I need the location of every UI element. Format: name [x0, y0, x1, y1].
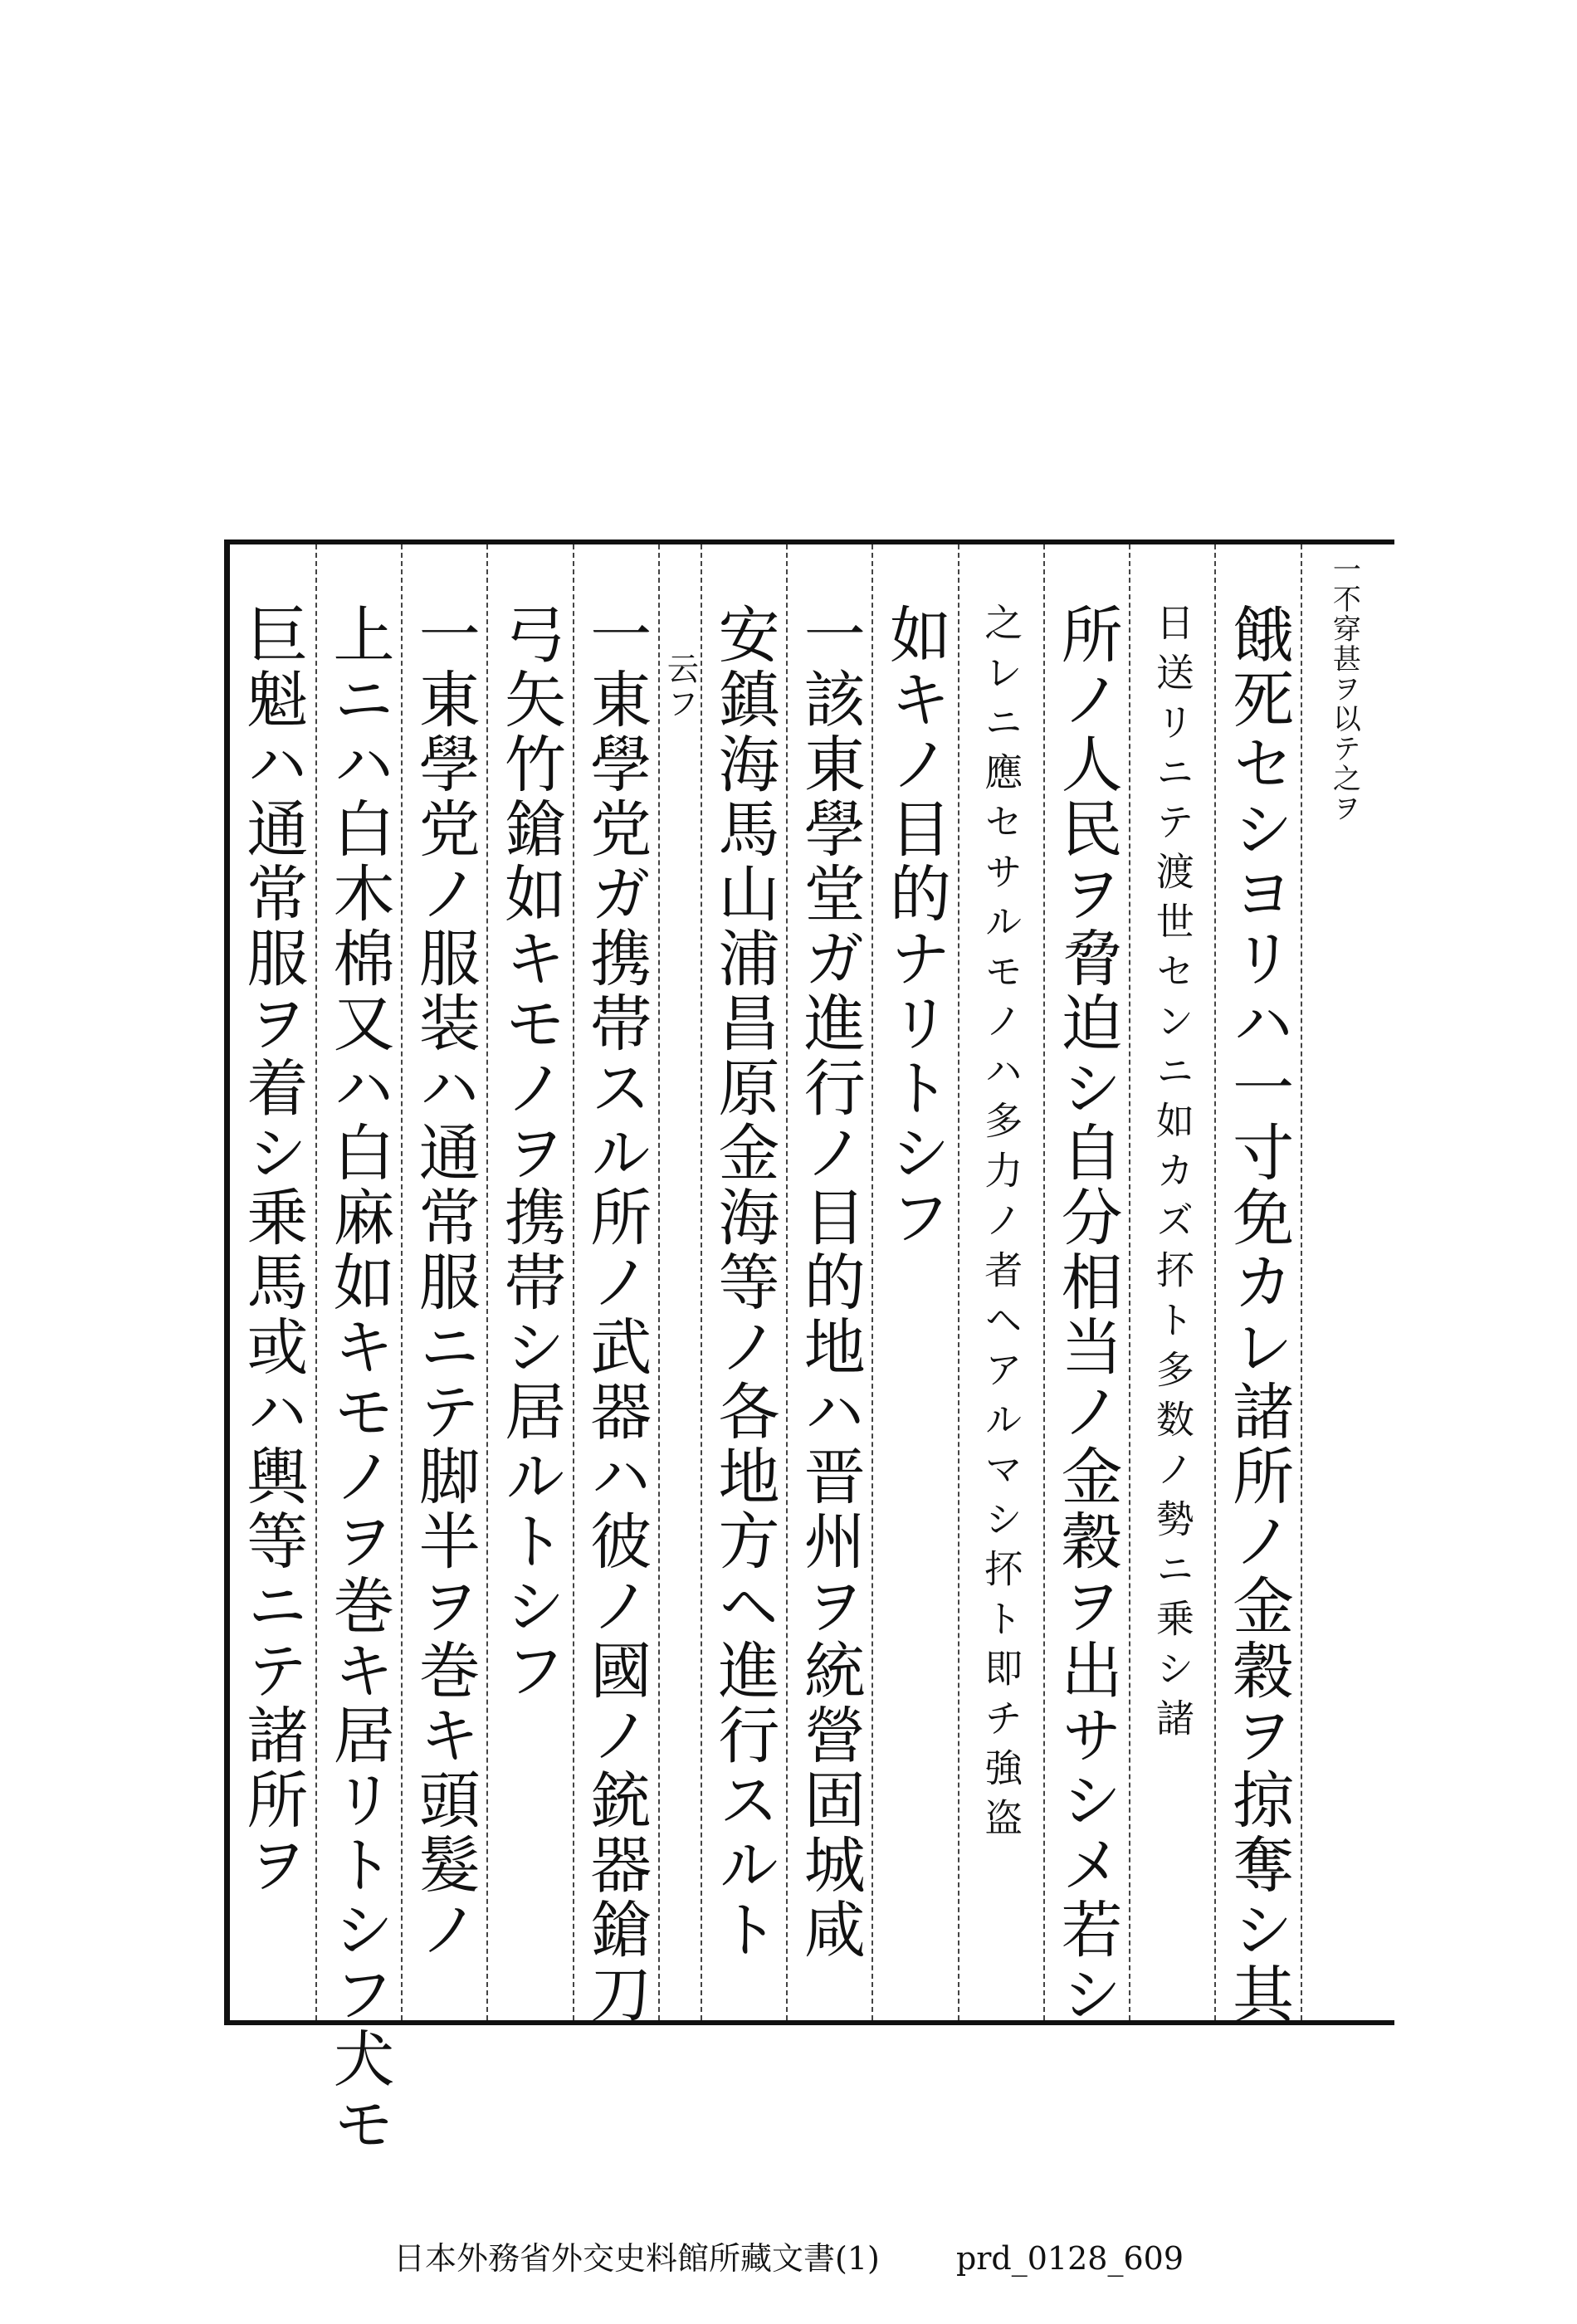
column-2	[1214, 544, 1300, 2027]
column-text: 日送リニテ渡世センニ如カズ抔ト多数ノ勢ニ乗シ諸	[1150, 603, 1195, 1748]
column-13	[315, 544, 401, 2156]
document-sheet	[224, 540, 1394, 2156]
footer-source: 日本外務省外交史料館所藏文書(1)	[393, 2240, 880, 2277]
column-text: 一不穿甚ヲ以テ之ヲ	[1327, 554, 1361, 823]
column-text: 一東學党ノ服装ハ通常服ニテ脚半ヲ巻キ頭髮ノ	[408, 603, 481, 1962]
column-text: 一東學党ガ携帯スル所ノ武器ハ彼ノ國ノ銃器鎗刀	[580, 603, 652, 2027]
column-10	[573, 544, 658, 2027]
column-text: 餓死セシヨリハ一寸免カレ諸所ノ金穀ヲ掠奪シ其	[1223, 603, 1295, 2027]
column-text: 一該東學堂ガ進行ノ目的地ハ晋州ヲ統營固城咸	[793, 603, 866, 1962]
column-3	[1129, 544, 1214, 2020]
text-columns	[230, 544, 1394, 2156]
column-5	[958, 544, 1043, 2020]
footer-id: prd_0128_609	[955, 2240, 1184, 2277]
column-11	[486, 544, 572, 2020]
column-1	[1301, 544, 1386, 2020]
column-6	[872, 544, 957, 2020]
column-text: 如キノ目的ナリトシフ	[880, 603, 952, 1250]
page-footer	[0, 2233, 1577, 2278]
column-7	[786, 544, 872, 2020]
column-text: 所ノ人民ヲ脅迫シ自分相当ノ金穀ヲ出サシメ若シ	[1051, 603, 1123, 2027]
column-text: 安鎮海馬山浦昌原金海等ノ各地方ヘ進行スルト	[708, 603, 780, 1962]
column-text: 之レニ應セサルモノハ多力ノ者ヘアルマシ抔ト即チ強盗	[979, 603, 1024, 1848]
column-9	[658, 544, 701, 2020]
column-text: 弓矢竹鎗如キモノヲ携帯シ居ルトシフ	[495, 603, 567, 1703]
column-text: 巨魁ハ通常服ヲ着シ乗馬或ハ輿等ニテ諸所ヲ	[237, 603, 309, 1897]
column-text: 云フ	[662, 652, 699, 722]
column-8	[701, 544, 786, 2020]
column-12	[401, 544, 486, 2020]
column-14	[230, 544, 315, 2020]
column-4	[1043, 544, 1129, 2027]
column-text: 上ニハ白木棉又ハ白麻如キモノヲ巻キ居リトシフ犬モ	[323, 603, 395, 2156]
